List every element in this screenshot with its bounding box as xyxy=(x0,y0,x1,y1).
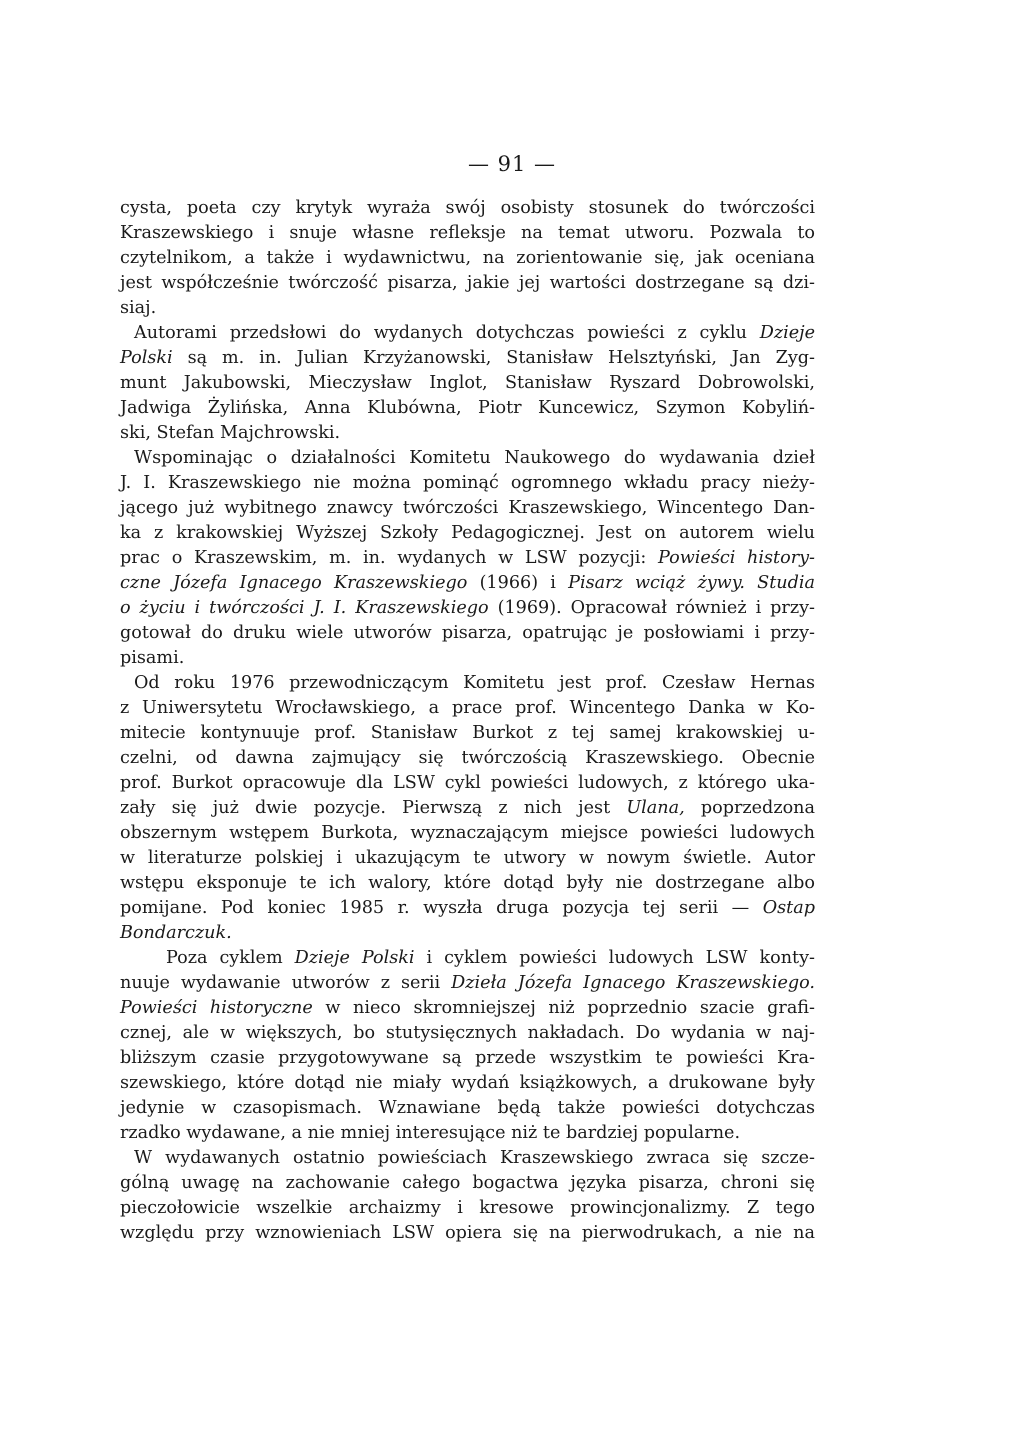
text-segment: jedynie w czasopismach. Wznawiane będą także powieści dotychczas xyxy=(120,1098,815,1118)
text-line xyxy=(120,646,815,671)
italic-text-segment: o życiu i twórczości J. I. Kraszewskiego xyxy=(120,598,489,618)
italic-text-segment: Ulana, xyxy=(626,798,685,818)
text-segment: poprzedzona xyxy=(684,798,815,818)
text-line xyxy=(120,221,815,246)
text-segment: W wydawanych ostatnio powieściach Kraszewskiego zwraca się szcze- xyxy=(134,1148,815,1168)
text-line xyxy=(120,1171,815,1196)
text-segment: zały się już dwie pozycje. Pierwszą z nich jest xyxy=(120,798,627,818)
text-line xyxy=(120,246,815,271)
italic-text-segment: Dzieje Polski xyxy=(294,948,415,968)
text-line xyxy=(120,971,815,996)
text-line xyxy=(120,696,815,721)
italic-text-segment: Powieści historyczne xyxy=(120,998,313,1018)
text-segment: czytelnikom, a także i wydawnictwu, na zorientowanie się, jak oceniana xyxy=(120,248,815,268)
text-segment: ka z krakowskiej Wyższej Szkoły Pedagogicznej. Jest on autorem wielu xyxy=(120,523,815,543)
text-line xyxy=(120,896,815,921)
text-segment: (1969). Opracował również i przy- xyxy=(488,598,815,618)
text-segment: pisami. xyxy=(120,648,185,668)
text-segment: cysta, poeta czy krytyk wyraża swój osobisty stosunek do twórczości xyxy=(120,198,815,218)
text-segment: bliższym czasie przygotowywane są przede wszystkim te powieści Kra- xyxy=(120,1048,815,1068)
text-line xyxy=(120,1146,815,1171)
italic-text-segment: czne Józefa Ignacego Kraszewskiego xyxy=(120,573,468,593)
text-line xyxy=(120,1021,815,1046)
text-segment: Poza cyklem xyxy=(166,948,295,968)
text-line xyxy=(120,721,815,746)
text-line xyxy=(120,996,815,1021)
text-line xyxy=(120,846,815,871)
text-segment: Wspominając o działalności Komitetu Naukowego do wydawania dzieł xyxy=(134,448,815,468)
text-line xyxy=(120,196,815,221)
text-line xyxy=(120,271,815,296)
text-segment: nuuje wydawanie utworów z serii xyxy=(120,973,452,993)
text-line xyxy=(120,621,815,646)
text-segment: cznej, ale w większych, bo stutysięcznych nakładach. Do wydania w naj- xyxy=(120,1023,815,1043)
text-line xyxy=(120,746,815,771)
text-line xyxy=(120,871,815,896)
italic-text-segment: Dzieła Józefa Ignacego Kraszewskiego. xyxy=(451,973,816,993)
text-line xyxy=(120,821,815,846)
text-segment: prof. Burkot opracowuje dla LSW cykl powieści ludowych, z którego uka- xyxy=(120,773,815,793)
text-line xyxy=(120,1196,815,1221)
text-line xyxy=(120,796,815,821)
text-line xyxy=(120,471,815,496)
text-line xyxy=(120,521,815,546)
text-line xyxy=(120,371,815,396)
text-line xyxy=(120,571,815,596)
text-line xyxy=(120,421,815,446)
text-segment: munt Jakubowski, Mieczysław Inglot, Stanisław Ryszard Dobrowolski, xyxy=(120,373,815,393)
text-line xyxy=(120,496,815,521)
text-line xyxy=(120,546,815,571)
text-segment: gotował do druku wiele utworów pisarza, opatrując je posłowiami i przy- xyxy=(120,623,815,643)
italic-text-segment: Dzieje xyxy=(759,323,815,343)
text-line xyxy=(120,596,815,621)
italic-text-segment: Pisarz wciąż żywy. Studia xyxy=(568,573,815,593)
text-line xyxy=(120,1096,815,1121)
text-segment: Od roku 1976 przewodniczącym Komitetu jest prof. Czesław Hernas xyxy=(134,673,815,693)
text-segment: wstępu eksponuje te ich walory, które dotąd były nie dostrzegane albo xyxy=(120,873,815,893)
text-line xyxy=(120,1221,815,1246)
text-segment: względu przy wznowieniach LSW opiera się na pierwodrukach, a nie na xyxy=(120,1223,815,1243)
text-segment: pomijane. Pod koniec 1985 r. wyszła druga pozycja tej serii — xyxy=(120,898,763,918)
text-line xyxy=(120,946,815,971)
text-segment: czelni, od dawna zajmujący się twórczością Kraszewskiego. Obecnie xyxy=(120,748,815,768)
text-segment: jest współcześnie twórczość pisarza, jakie jej wartości dostrzegane są dzi- xyxy=(120,273,815,293)
italic-text-segment: Polski xyxy=(120,348,173,368)
text-segment: J. I. Kraszewskiego nie można pominąć ogromnego wkładu pracy nieży- xyxy=(120,473,815,493)
text-line xyxy=(120,296,815,321)
italic-text-segment: Powieści history- xyxy=(658,548,815,568)
text-segment: prac o Kraszewskim, m. in. wydanych w LSW pozycji: xyxy=(120,548,659,568)
text-line xyxy=(120,1121,815,1146)
text-segment: w nieco skromniejszej niż poprzednio szacie grafi- xyxy=(312,998,815,1018)
text-segment: obszernym wstępem Burkota, wyznaczającym miejsce powieści ludowych xyxy=(120,823,815,843)
text-line xyxy=(120,771,815,796)
text-segment: szewskiego, które dotąd nie miały wydań książkowych, a drukowane były xyxy=(120,1073,815,1093)
text-segment: w literaturze polskiej i ukazującym te utwory w nowym świetle. Autor xyxy=(120,848,815,868)
text-segment: pieczołowicie wszelkie archaizmy i kresowe prowincjonalizmy. Z tego xyxy=(120,1198,815,1218)
text-segment: Autorami przedsłowi do wydanych dotychczas powieści z cyklu xyxy=(134,323,760,343)
text-segment: gólną uwagę na zachowanie całego bogactwa języka pisarza, chroni się xyxy=(120,1173,815,1193)
text-line xyxy=(120,396,815,421)
text-segment: (1966) i xyxy=(467,573,569,593)
page-number: — 91 — xyxy=(467,152,557,176)
body-text xyxy=(120,196,815,1246)
text-segment: Kraszewskiego i snuje własne refleksje na temat utworu. Pozwala to xyxy=(120,223,815,243)
text-line xyxy=(120,1071,815,1096)
text-segment: są m. in. Julian Krzyżanowski, Stanisław Helsztyński, Jan Zyg- xyxy=(172,348,815,368)
text-segment: jącego już wybitnego znawcy twórczości Kraszewskiego, Wincentego Dan- xyxy=(120,498,815,518)
text-segment: mitecie kontynuuje prof. Stanisław Burkot z tej samej krakowskiej u- xyxy=(120,723,815,743)
text-line xyxy=(120,921,815,946)
italic-text-segment: Ostap xyxy=(762,898,815,918)
text-segment: ski, Stefan Majchrowski. xyxy=(120,423,341,443)
text-segment: Jadwiga Żylińska, Anna Klubówna, Piotr Kuncewicz, Szymon Kobyliń- xyxy=(120,398,815,418)
italic-text-segment: Bondarczuk. xyxy=(120,923,232,943)
text-segment: siaj. xyxy=(120,298,157,318)
text-segment: z Uniwersytetu Wrocławskiego, a prace prof. Wincentego Danka w Ko- xyxy=(120,698,815,718)
text-line xyxy=(120,346,815,371)
text-line xyxy=(120,321,815,346)
text-line xyxy=(120,1046,815,1071)
text-line xyxy=(120,671,815,696)
text-segment: rzadko wydawane, a nie mniej interesujące niż te bardziej popularne. xyxy=(120,1123,741,1143)
text-line xyxy=(120,446,815,471)
text-segment: i cyklem powieści ludowych LSW konty- xyxy=(414,948,815,968)
